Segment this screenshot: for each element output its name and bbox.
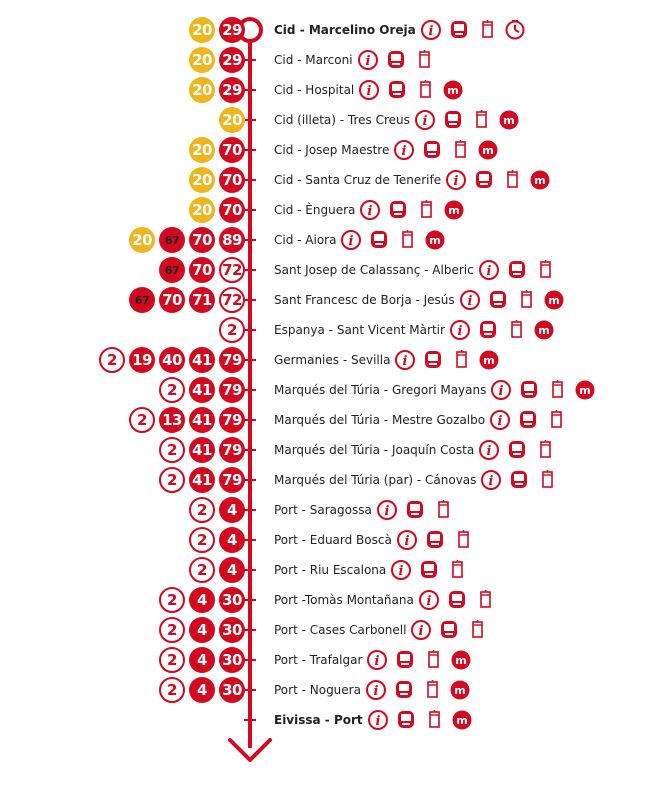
line-badge[interactable]: 41 [189, 467, 215, 493]
svg-text:m: m [538, 324, 550, 337]
line-badges [189, 137, 245, 163]
stop-row[interactable] [274, 259, 562, 281]
info-icon [489, 409, 511, 431]
svg-text:i: i [374, 654, 380, 669]
bus-stop-post-icon [423, 709, 445, 731]
bus-stop-post-icon [545, 409, 567, 431]
metro-icon [529, 169, 551, 191]
stop-name: Cid - Ènguera [274, 203, 356, 217]
bus-stop-post-icon [432, 499, 454, 521]
svg-text:i: i [401, 144, 407, 159]
line-badge[interactable]: 20 [219, 107, 245, 133]
svg-text:m: m [448, 204, 461, 217]
stop-name: Marqués del Túria - Gregori Mayans [274, 383, 487, 397]
line-badges [189, 77, 245, 103]
line-badge[interactable]: 4 [189, 647, 215, 673]
ticket-machine-icon [487, 289, 509, 311]
line-badge[interactable]: 4 [219, 527, 245, 553]
stop-row[interactable] [274, 49, 441, 71]
line-badge[interactable]: 70 [219, 167, 245, 193]
svg-text:m: m [455, 714, 468, 727]
ticket-machine-icon [506, 439, 528, 461]
clock-icon [504, 19, 526, 41]
line-badge[interactable]: 4 [219, 557, 245, 583]
svg-text:i: i [422, 114, 428, 129]
svg-text:i: i [497, 414, 503, 429]
bus-stop-post-icon [476, 19, 498, 41]
svg-text:i: i [486, 444, 492, 459]
ticket-machine-icon [418, 559, 440, 581]
stop-row[interactable] [274, 559, 474, 581]
line-badges [189, 47, 245, 73]
stop-name: Cid - Hospital [274, 83, 355, 97]
svg-text:i: i [418, 624, 424, 639]
line-badges [159, 647, 245, 673]
info-icon [376, 499, 398, 521]
ticket-machine-icon [393, 679, 415, 701]
line-badges [189, 527, 245, 553]
ticket-machine-icon [394, 649, 416, 671]
svg-text:i: i [367, 204, 373, 219]
svg-text:m: m [454, 684, 466, 697]
stop-name: Cid - Santa Cruz de Tenerife [274, 173, 442, 187]
line-badge[interactable]: 20 [189, 17, 215, 43]
bus-stop-post-icon [534, 259, 556, 281]
svg-text:m: m [429, 234, 442, 247]
bus-stop-post-icon [446, 559, 468, 581]
stop-name: Cid - Marcelino Oreja [274, 23, 416, 37]
line-badge[interactable]: 4 [189, 587, 215, 613]
line-badge[interactable]: 2 [189, 497, 215, 523]
stop-name: Germanies - Sevilla [274, 353, 391, 367]
line-badges [159, 257, 245, 283]
svg-text:i: i [366, 84, 372, 99]
line-badge[interactable]: 13 [159, 407, 185, 433]
ticket-machine-icon [395, 709, 417, 731]
line-badge[interactable]: 30 [219, 647, 245, 673]
line-badge[interactable]: 19 [129, 347, 155, 373]
line-badge[interactable]: 67 [159, 257, 185, 283]
bus-stop-post-icon [421, 679, 443, 701]
line-badge[interactable]: 2 [189, 527, 215, 553]
svg-text:m: m [579, 384, 592, 397]
svg-text:i: i [498, 384, 504, 399]
stop-row[interactable] [274, 139, 505, 161]
line-badges [189, 497, 245, 523]
line-badges [219, 317, 245, 343]
ticket-machine-icon [448, 19, 470, 41]
metro-icon [477, 139, 499, 161]
line-badge[interactable]: 79 [219, 437, 245, 463]
bus-stop-post-icon [474, 589, 496, 611]
svg-text:i: i [453, 174, 459, 189]
line-badge[interactable]: 72 [219, 257, 245, 283]
svg-text:m: m [483, 354, 496, 367]
stop-name: Port - Eduard Boscà [274, 533, 392, 547]
line-badge[interactable]: 20 [129, 227, 155, 253]
line-badge[interactable]: 41 [189, 407, 215, 433]
line-badges [219, 107, 245, 133]
line-badge[interactable]: 20 [189, 167, 215, 193]
line-badge[interactable]: 41 [189, 437, 215, 463]
info-icon [480, 469, 502, 491]
info-icon [490, 379, 512, 401]
metro-icon [498, 109, 520, 131]
ticket-machine-icon [508, 469, 530, 491]
info-icon [393, 139, 415, 161]
line-badge[interactable]: 29 [219, 77, 245, 103]
line-badges [189, 557, 245, 583]
info-icon [367, 709, 389, 731]
bus-stop-post-icon [422, 649, 444, 671]
info-icon [449, 319, 471, 341]
stop-name: Cid (illeta) - Tres Creus [274, 113, 410, 127]
stop-name: Marqués del Túria - Joaquín Costa [274, 443, 475, 457]
info-icon [420, 19, 442, 41]
line-badge[interactable]: 70 [219, 137, 245, 163]
stop-row[interactable] [274, 199, 471, 221]
line-badge[interactable]: 79 [219, 377, 245, 403]
line-badge[interactable]: 2 [129, 407, 155, 433]
line-badges [159, 587, 245, 613]
stop-row[interactable] [274, 289, 571, 311]
bus-stop-post-icon [396, 229, 418, 251]
stop-row[interactable] [274, 109, 526, 131]
stop-name: Sant Francesc de Borja - Jesús [274, 293, 455, 307]
ticket-machine-icon [368, 229, 390, 251]
stop-row[interactable] [274, 229, 452, 251]
svg-text:i: i [365, 54, 371, 69]
svg-text:i: i [426, 594, 432, 609]
info-icon [394, 349, 416, 371]
line-badge[interactable]: 2 [159, 647, 185, 673]
line-badge[interactable]: 79 [219, 407, 245, 433]
line-badges [189, 197, 245, 223]
stop-name: Port -Tomàs Montañana [274, 593, 414, 607]
line-badge[interactable]: 2 [159, 587, 185, 613]
line-badges [159, 437, 245, 463]
info-icon [390, 559, 412, 581]
info-icon [445, 169, 467, 191]
line-badge[interactable]: 40 [159, 347, 185, 373]
info-icon [396, 529, 418, 551]
line-badge[interactable]: 20 [189, 137, 215, 163]
svg-text:m: m [547, 294, 560, 307]
stop-name: Marqués del Túria (par) - Cánovas [274, 473, 477, 487]
ticket-machine-icon [442, 109, 464, 131]
bus-stop-post-icon [534, 439, 556, 461]
stop-row[interactable] [274, 529, 480, 551]
ticket-machine-icon [387, 199, 409, 221]
bus-stop-post-icon [536, 469, 558, 491]
info-icon [410, 619, 432, 641]
bus-stop-post-icon [501, 169, 523, 191]
line-badges [99, 347, 245, 373]
svg-text:i: i [348, 234, 354, 249]
stop-row[interactable] [274, 409, 573, 431]
line-badges [159, 467, 245, 493]
svg-text:i: i [384, 504, 390, 519]
line-badge[interactable]: 20 [189, 77, 215, 103]
bus-stop-post-icon [452, 529, 474, 551]
stop-row[interactable] [274, 589, 502, 611]
line-badge[interactable]: 2 [159, 617, 185, 643]
stop-row[interactable] [274, 679, 477, 701]
line-badge[interactable]: 4 [189, 617, 215, 643]
svg-text:i: i [398, 564, 404, 579]
line-badge[interactable]: 79 [219, 347, 245, 373]
stop-row[interactable] [274, 649, 478, 671]
line-badge[interactable]: 67 [159, 227, 185, 253]
info-icon [340, 229, 362, 251]
stop-row[interactable] [274, 379, 602, 401]
line-badge[interactable]: 70 [159, 287, 185, 313]
line-badges [129, 287, 245, 313]
svg-text:m: m [503, 114, 515, 127]
ticket-machine-icon [438, 619, 460, 641]
ticket-machine-icon [518, 379, 540, 401]
line-badge[interactable]: 30 [219, 617, 245, 643]
metro-icon [451, 709, 473, 731]
bus-stop-post-icon [450, 349, 472, 371]
line-badge[interactable]: 41 [189, 347, 215, 373]
stop-name: Cid - Josep Maestre [274, 143, 390, 157]
line-badges [189, 167, 245, 193]
info-icon [418, 589, 440, 611]
info-icon [357, 49, 379, 71]
bus-stop-post-icon [466, 619, 488, 641]
bus-stop-post-icon [449, 139, 471, 161]
svg-text:i: i [404, 534, 410, 549]
stop-row[interactable] [274, 619, 494, 641]
stop-row[interactable] [274, 709, 479, 731]
stop-name: Eivissa - Port [274, 713, 363, 727]
line-badge[interactable]: 2 [159, 437, 185, 463]
stop-name: Port - Cases Carbonell [274, 623, 407, 637]
svg-text:m: m [482, 144, 495, 157]
stop-row[interactable] [274, 439, 562, 461]
svg-text:m: m [534, 174, 546, 187]
line-badge[interactable]: 70 [189, 257, 215, 283]
line-badge[interactable]: 89 [219, 227, 245, 253]
bus-stop-post-icon [505, 319, 527, 341]
info-icon [478, 439, 500, 461]
ticket-machine-icon [422, 349, 444, 371]
stop-name: Sant Josep de Calassanç - Alberic [274, 263, 474, 277]
metro-icon [478, 349, 500, 371]
metro-icon [574, 379, 596, 401]
svg-text:i: i [488, 474, 494, 489]
line-badge[interactable]: 2 [189, 557, 215, 583]
svg-text:i: i [402, 354, 408, 369]
ticket-machine-icon [385, 49, 407, 71]
svg-text:m: m [447, 84, 459, 97]
svg-text:i: i [428, 24, 434, 39]
info-icon [365, 679, 387, 701]
line-badge[interactable]: 71 [189, 287, 215, 313]
bus-stop-post-icon [546, 379, 568, 401]
info-icon [359, 199, 381, 221]
line-badge[interactable]: 4 [219, 497, 245, 523]
ticket-machine-icon [386, 79, 408, 101]
svg-text:i: i [373, 684, 379, 699]
line-badge[interactable]: 41 [189, 377, 215, 403]
info-icon [459, 289, 481, 311]
line-badges [129, 227, 245, 253]
stop-name: Port - Riu Escalona [274, 563, 387, 577]
info-icon [366, 649, 388, 671]
ticket-machine-icon [424, 529, 446, 551]
line-badge[interactable]: 2 [99, 347, 125, 373]
stop-name: Cid - Aiora [274, 233, 337, 247]
line-badge[interactable]: 67 [129, 287, 155, 313]
svg-text:i: i [375, 714, 381, 729]
metro-icon [543, 289, 565, 311]
line-badge[interactable]: 2 [159, 467, 185, 493]
stop-name: Port - Saragossa [274, 503, 372, 517]
metro-icon [449, 679, 471, 701]
line-badges [159, 617, 245, 643]
bus-stop-post-icon [415, 199, 437, 221]
line-badge[interactable]: 2 [159, 377, 185, 403]
metro-icon [442, 79, 464, 101]
stop-row[interactable] [274, 169, 557, 191]
ticket-machine-icon [404, 499, 426, 521]
line-badges [159, 377, 245, 403]
line-badge[interactable]: 30 [219, 587, 245, 613]
metro-icon [450, 649, 472, 671]
stop-row[interactable] [274, 349, 506, 371]
line-badge[interactable]: 29 [219, 17, 245, 43]
info-icon [478, 259, 500, 281]
info-icon [414, 109, 436, 131]
stop-name: Marqués del Túria - Mestre Gozalbo [274, 413, 486, 427]
svg-text:m: m [455, 654, 468, 667]
line-badge[interactable]: 79 [219, 467, 245, 493]
line-badge[interactable]: 70 [219, 197, 245, 223]
line-badge[interactable]: 70 [189, 227, 215, 253]
bus-stop-post-icon [470, 109, 492, 131]
bus-stop-post-icon [414, 79, 436, 101]
line-badges [129, 407, 245, 433]
stop-name: Port - Noguera [274, 683, 361, 697]
stop-row[interactable] [274, 499, 460, 521]
ticket-machine-icon [517, 409, 539, 431]
stop-row[interactable] [274, 79, 470, 101]
stop-row[interactable] [274, 319, 561, 341]
line-badge[interactable]: 4 [189, 677, 215, 703]
line-badge[interactable]: 2 [219, 317, 245, 343]
svg-text:i: i [457, 324, 463, 339]
stop-row[interactable] [274, 19, 532, 41]
ticket-machine-icon [477, 319, 499, 341]
stop-name: Port - Trafalgar [274, 653, 363, 667]
stop-name: Espanya - Sant Vicent Màrtir [274, 323, 445, 337]
svg-text:i: i [486, 264, 492, 279]
stop-row[interactable] [274, 469, 564, 491]
line-badge[interactable]: 2 [159, 677, 185, 703]
line-badges [189, 17, 245, 43]
svg-text:i: i [467, 294, 473, 309]
info-icon [358, 79, 380, 101]
ticket-machine-icon [506, 259, 528, 281]
ticket-machine-icon [473, 169, 495, 191]
bus-stop-post-icon [515, 289, 537, 311]
line-badge[interactable]: 72 [219, 287, 245, 313]
ticket-machine-icon [446, 589, 468, 611]
line-badge[interactable]: 20 [189, 197, 215, 223]
metro-icon [533, 319, 555, 341]
line-badge[interactable]: 30 [219, 677, 245, 703]
ticket-machine-icon [421, 139, 443, 161]
line-badge[interactable]: 29 [219, 47, 245, 73]
metro-icon [424, 229, 446, 251]
line-badges [159, 677, 245, 703]
metro-icon [443, 199, 465, 221]
stop-name: Cid - Marconi [274, 53, 353, 67]
line-badge[interactable]: 20 [189, 47, 215, 73]
bus-stop-post-icon [413, 49, 435, 71]
